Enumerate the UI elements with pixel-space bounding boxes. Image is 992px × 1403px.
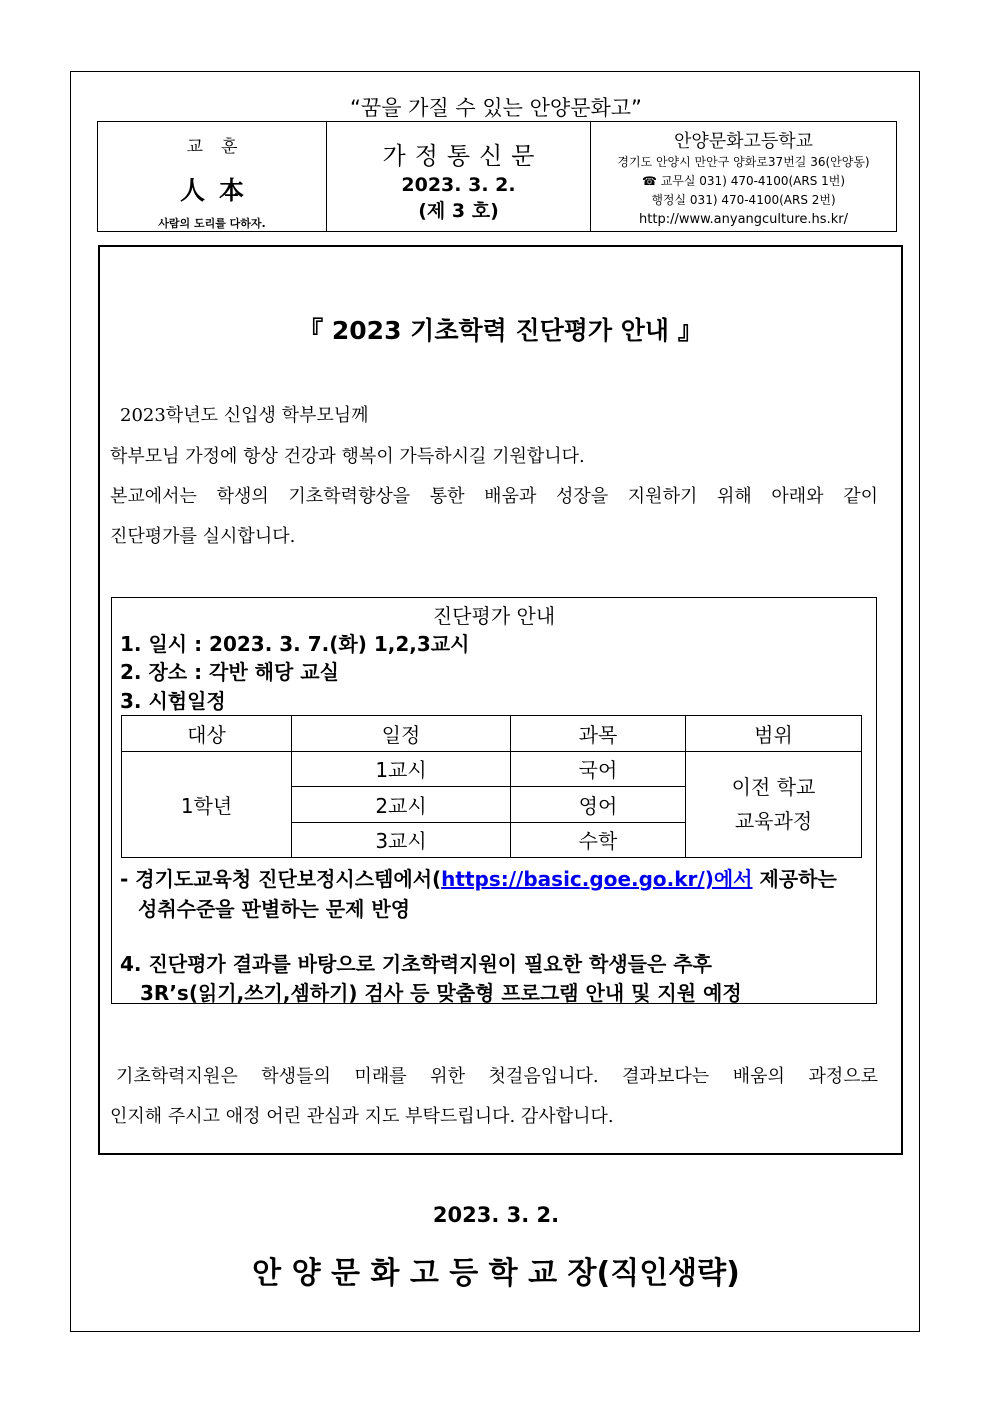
principal-signature: 안 양 문 화 고 등 학 교 장(직인생략) (252, 1256, 740, 1291)
paragraph-2-line-1: 본교에서는 학생의 기초학력향상을 통한 배움과 성장을 지원하기 위해 아래와 같이 (110, 486, 878, 507)
school-website: http://www.anyangculture.hs.kr/ (639, 212, 848, 227)
closing-line-1: 기초학력지원은 학생들의 미래를 위한 첫걸음입니다. 결과보다는 배움의 과정으로 (116, 1066, 878, 1087)
issue-date: 2023. 3. 2. (432, 1203, 560, 1227)
phone-admin: 행정실 031) 470-4100(ARS 2번) (651, 193, 836, 207)
scope-line-1: 이전 학교 (731, 775, 816, 800)
note-prefix: - 경기도교육청 진단보정시스템에서( (120, 867, 442, 891)
system-note-line-1 (120, 863, 837, 892)
newsletter-info-cell (327, 122, 591, 232)
support-item-line-1: 4. 진단평가 결과를 바탕으로 기초학력지원이 필요한 학생들은 추후 (120, 952, 712, 976)
note-suffix: 제공하는 (752, 867, 837, 891)
basic-goe-link[interactable]: https://basic.goe.go.kr/)에서 (441, 867, 753, 891)
period-cell: 2교시 (292, 787, 511, 823)
subject-cell: 영어 (511, 787, 686, 823)
exam-place-item: 2. 장소 : 각반 해당 교실 (120, 660, 339, 684)
scope-line-2: 교육과정 (734, 809, 813, 834)
paragraph-2-line-2: 진단평가를 실시합니다. (110, 526, 296, 547)
support-item-line-2: 3R’s(읽기,쓰기,셈하기) 검사 등 맞춤형 프로그램 안내 및 지원 예정 (140, 981, 742, 1005)
newsletter-title: 가정통신문 (382, 142, 544, 170)
exam-schedule-table (121, 715, 862, 858)
letterhead-table (97, 121, 897, 232)
newsletter-issue: (제 3 호) (418, 200, 499, 222)
target-grade: 1학년 (122, 751, 292, 858)
table-row (122, 751, 862, 787)
period-cell: 1교시 (292, 751, 511, 787)
newsletter-date: 2023. 3. 2. (401, 174, 516, 196)
scope-cell (686, 751, 862, 858)
subject-cell: 수학 (511, 822, 686, 858)
school-address: 경기도 안양시 만안구 양화로37번길 36(안양동) (617, 155, 870, 169)
notice-frame (98, 245, 903, 1155)
exam-info-box (111, 597, 877, 1004)
notice-title: 『 2023 기초학력 진단평가 안내 』 (298, 316, 703, 345)
exam-date-item: 1. 일시 : 2023. 3. 7.(화) 1,2,3교시 (120, 632, 470, 656)
paragraph-1: 학부모님 가정에 항상 건강과 행복이 가득하시길 기원합니다. (110, 446, 585, 467)
closing-line-2: 인지해 주시고 애정 어린 관심과 지도 부탁드립니다. 감사합니다. (110, 1106, 614, 1127)
creed-label: 교훈 (186, 137, 256, 157)
school-creed-cell (98, 122, 327, 232)
subject-cell: 국어 (511, 751, 686, 787)
document-page (70, 71, 920, 1332)
exam-schedule-item: 3. 시험일정 (120, 689, 226, 713)
exam-info-title: 진단평가 안내 (432, 604, 556, 628)
header-subject: 과목 (511, 716, 686, 752)
header-target: 대상 (122, 716, 292, 752)
system-note-line-2: 성취수준을 판별하는 문제 반영 (138, 897, 411, 921)
creed-main: 人本 (179, 176, 258, 205)
header-schedule: 일정 (292, 716, 511, 752)
school-motto: “꿈을 가질 수 있는 안양문화고” (350, 96, 642, 120)
greeting: 2023학년도 신입생 학부모님께 (120, 405, 369, 426)
school-name: 안양문화고등학교 (673, 131, 814, 152)
school-contact-cell (591, 122, 897, 232)
header-scope: 범위 (686, 716, 862, 752)
phone-teacher: ☎ 교무실 031) 470-4100(ARS 1번) (641, 174, 846, 188)
period-cell: 3교시 (292, 822, 511, 858)
creed-sub: 사람의 도리를 다하자. (158, 217, 266, 230)
